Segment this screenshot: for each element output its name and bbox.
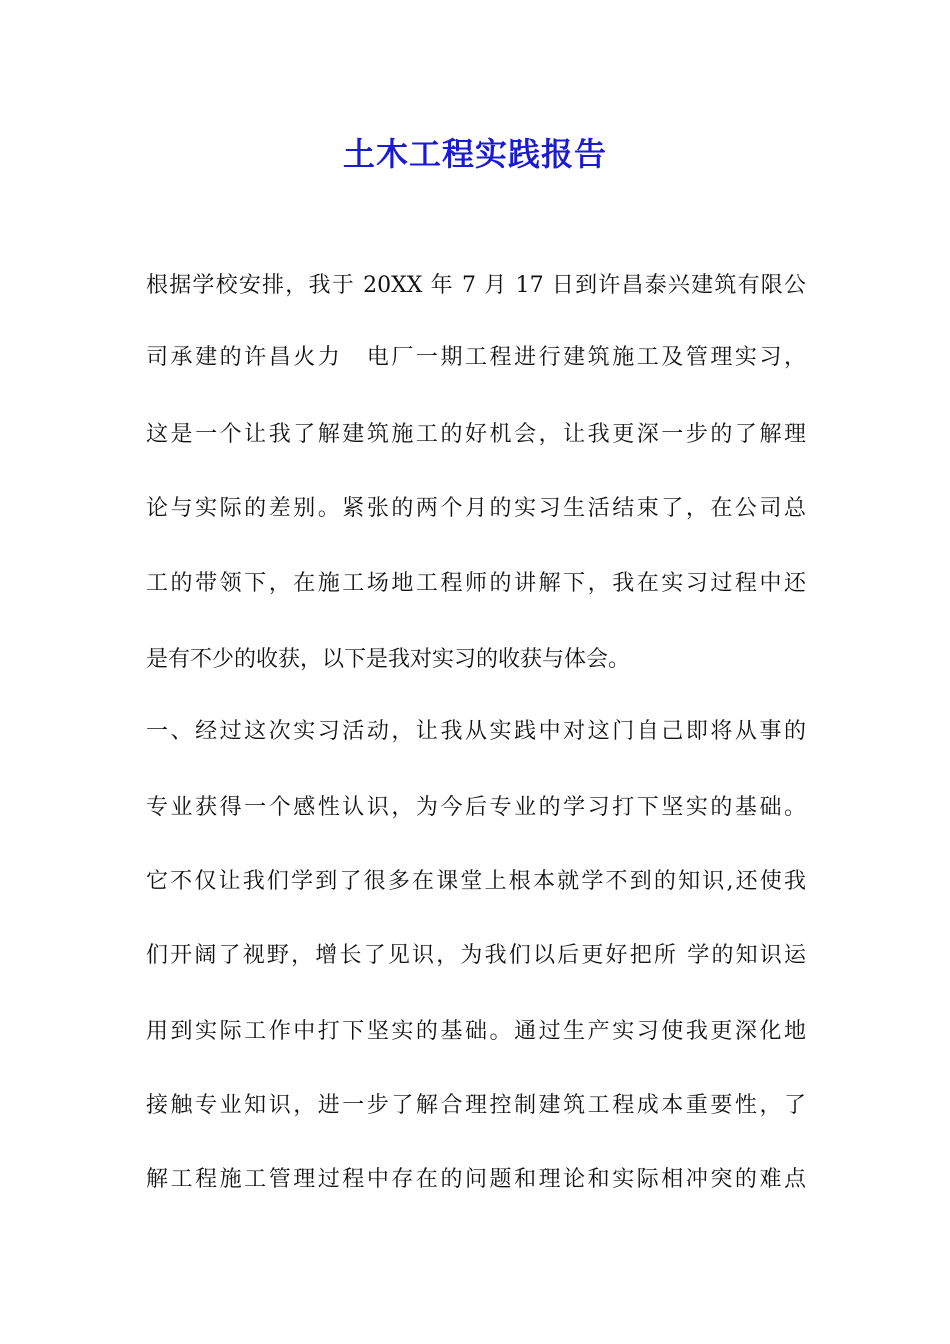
paragraph-line: 根据学校安排，我于 20XX 年 7 月 17 日到许昌泰兴建筑有限公 xyxy=(146,273,806,298)
paragraph-line: 论与实际的差别。紧张的两个月的实习生活结束了，在公司总 xyxy=(146,496,806,521)
paragraph-line: 解工程施工管理过程中存在的问题和理论和实际相冲突的难点 xyxy=(146,1167,806,1192)
paragraph-line: 专业获得一个感性认识，为今后专业的学习打下坚实的基础。 xyxy=(146,795,806,820)
paragraph-line: 接触专业知识，进一步了解合理控制建筑工程成本重要性，了 xyxy=(146,1093,806,1118)
paragraph-line: 们开阔了视野，增长了见识，为我们以后更好把所 学的知识运 xyxy=(146,943,806,968)
document-title: 土木工程实践报告 xyxy=(342,135,607,173)
paragraph-line: 是有不少的收获，以下是我对实习的收获与体会。 xyxy=(146,647,631,672)
paragraph-line: 这是一个让我了解建筑施工的好机会，让我更深一步的了解理 xyxy=(146,422,806,447)
paragraph-line: 一、经过这次实习活动，让我从实践中对这门自己即将从事的 xyxy=(146,719,806,744)
paragraph-line: 工的带领下，在施工场地工程师的讲解下，我在实习过程中还 xyxy=(146,571,806,596)
paragraph-line: 司承建的许昌火力 电厂一期工程进行建筑施工及管理实习， xyxy=(146,345,806,370)
paragraph-line: 它不仅让我们学到了很多在课堂上根本就学不到的知识,还使我 xyxy=(146,869,806,894)
paragraph-line: 用到实际工作中打下坚实的基础。通过生产实习使我更深化地 xyxy=(146,1019,806,1044)
